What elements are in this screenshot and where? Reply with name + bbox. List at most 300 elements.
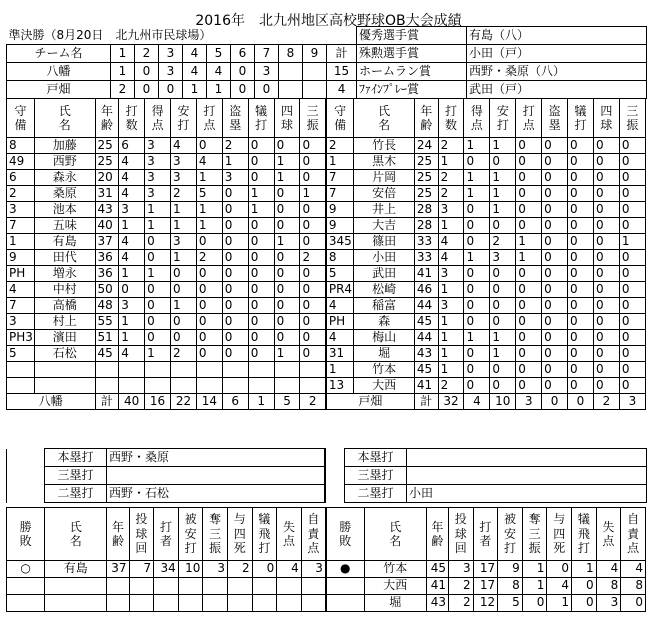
stat-cell: 0 bbox=[593, 154, 619, 170]
stat-cell: 0 bbox=[464, 314, 490, 330]
stat-cell: 0 bbox=[145, 234, 171, 250]
stat-cell: 25 bbox=[95, 154, 119, 170]
stat-cell bbox=[145, 362, 171, 378]
stat-cell: 28 bbox=[414, 218, 438, 234]
player-name: 増永 bbox=[35, 266, 95, 282]
stat-cell: 4 bbox=[119, 154, 145, 170]
stat-cell: 17 bbox=[473, 561, 498, 578]
stat-cell: 9 bbox=[7, 250, 35, 266]
stat-cell: 1 bbox=[522, 578, 547, 595]
stat-cell: 2 bbox=[438, 138, 464, 154]
player-name bbox=[35, 378, 95, 394]
stat-cell bbox=[326, 595, 364, 612]
stat-cell: 0 bbox=[516, 170, 542, 186]
stat-cell: 1 bbox=[619, 234, 645, 250]
stat-cell bbox=[178, 578, 203, 595]
stat-cell: 0 bbox=[274, 250, 300, 266]
stat-cell: 1 bbox=[490, 202, 516, 218]
total-score: 4 bbox=[327, 81, 357, 99]
stat-cell: 0 bbox=[568, 330, 594, 346]
stat-cell: 0 bbox=[516, 202, 542, 218]
stat-cell: 4 bbox=[171, 138, 197, 154]
stat-cell: 0 bbox=[572, 578, 597, 595]
stat-cell: 1 bbox=[171, 202, 197, 218]
stat-cell: 0 bbox=[196, 234, 222, 250]
stat-cell: 3 bbox=[145, 186, 171, 202]
stat-cell: 0 bbox=[300, 170, 326, 186]
stat-cell: 3 bbox=[171, 234, 197, 250]
stat-cell: 0 bbox=[542, 346, 568, 362]
stat-cell: 1 bbox=[274, 170, 300, 186]
stat-cell: 0 bbox=[568, 170, 594, 186]
stat-cell: 0 bbox=[274, 282, 300, 298]
spacer bbox=[325, 449, 345, 467]
stat-cell: 0 bbox=[542, 314, 568, 330]
stat-cell: 0 bbox=[593, 138, 619, 154]
stat-cell: 0 bbox=[593, 282, 619, 298]
total-value: 0 bbox=[542, 394, 568, 410]
batting-column-header: 犠 打 bbox=[568, 99, 594, 138]
stat-cell: 0 bbox=[464, 154, 490, 170]
stat-cell: 0 bbox=[300, 138, 326, 154]
total-value: 16 bbox=[145, 394, 171, 410]
inning-score: 0 bbox=[255, 81, 279, 99]
inning-header: 1 bbox=[111, 45, 135, 63]
stat-cell: 44 bbox=[414, 298, 438, 314]
stat-cell: 0 bbox=[300, 314, 326, 330]
player-name: 加藤 bbox=[35, 138, 95, 154]
stat-cell bbox=[7, 595, 45, 612]
stat-cell: 0 bbox=[593, 330, 619, 346]
stat-cell: 3 bbox=[145, 138, 171, 154]
total-value: 1 bbox=[248, 394, 274, 410]
stat-cell: 0 bbox=[593, 234, 619, 250]
hit-players bbox=[407, 467, 647, 485]
stat-cell bbox=[300, 378, 326, 394]
table-row bbox=[7, 314, 646, 330]
stat-cell: 1 bbox=[196, 170, 222, 186]
stat-cell bbox=[248, 362, 274, 378]
stat-cell bbox=[7, 378, 35, 394]
batting-column-header: 四 球 bbox=[593, 99, 619, 138]
batting-column-header: 安 打 bbox=[490, 99, 516, 138]
pitching-column-header: 氏 名 bbox=[45, 508, 107, 561]
player-name: 池本 bbox=[35, 202, 95, 218]
inning-header: 2 bbox=[135, 45, 159, 63]
stat-cell: 0 bbox=[542, 282, 568, 298]
total-value: 5 bbox=[274, 394, 300, 410]
stat-cell: 0 bbox=[222, 202, 248, 218]
batting-column-header: 安 打 bbox=[171, 99, 197, 138]
stat-cell: 1 bbox=[464, 330, 490, 346]
stat-cell: 0 bbox=[619, 266, 645, 282]
inning-score: 1 bbox=[111, 63, 135, 81]
line-score-row bbox=[7, 63, 647, 81]
stat-cell: 3 bbox=[171, 154, 197, 170]
stat-cell: 45 bbox=[414, 362, 438, 378]
inning-score: 0 bbox=[159, 81, 183, 99]
hit-players bbox=[407, 449, 647, 467]
hit-label: 三塁打 bbox=[345, 467, 407, 485]
stat-cell: 1 bbox=[119, 218, 145, 234]
stat-cell: 4 bbox=[438, 250, 464, 266]
hit-label: 三塁打 bbox=[45, 467, 107, 485]
stat-cell bbox=[252, 595, 277, 612]
batting-column-header: 三 振 bbox=[619, 99, 645, 138]
stat-cell: 3 bbox=[119, 298, 145, 314]
stat-cell: 0 bbox=[222, 282, 248, 298]
stat-cell: 3 bbox=[438, 266, 464, 282]
batting-column-header: 守 備 bbox=[7, 99, 35, 138]
inning-score bbox=[279, 81, 303, 99]
stat-cell: 45 bbox=[414, 314, 438, 330]
pitcher-name bbox=[45, 595, 107, 612]
player-name: 村上 bbox=[35, 314, 95, 330]
hit-label: 本塁打 bbox=[45, 449, 107, 467]
stat-cell: 0 bbox=[196, 346, 222, 362]
table-row bbox=[7, 218, 646, 234]
stat-cell: 0 bbox=[619, 170, 645, 186]
pitching-column-header: 投 球 回 bbox=[448, 508, 473, 561]
stat-cell: 0 bbox=[490, 282, 516, 298]
stat-cell: 0 bbox=[516, 330, 542, 346]
stat-cell: 3 bbox=[7, 202, 35, 218]
stat-cell: 1 bbox=[145, 266, 171, 282]
stat-cell: 0 bbox=[274, 218, 300, 234]
stat-cell: 1 bbox=[326, 154, 354, 170]
stat-cell: 0 bbox=[619, 298, 645, 314]
player-name bbox=[35, 362, 95, 378]
stat-cell: 0 bbox=[274, 138, 300, 154]
stat-cell: 0 bbox=[516, 298, 542, 314]
stat-cell: 0 bbox=[522, 595, 547, 612]
stat-cell: 1 bbox=[516, 250, 542, 266]
stat-cell: 0 bbox=[619, 202, 645, 218]
stat-cell: 0 bbox=[572, 595, 597, 612]
stat-cell bbox=[203, 578, 228, 595]
stat-cell: 1 bbox=[438, 362, 464, 378]
stat-cell: 1 bbox=[248, 186, 274, 202]
stat-cell: 0 bbox=[248, 346, 274, 362]
stat-cell: 0 bbox=[568, 250, 594, 266]
stat-cell: 0 bbox=[222, 234, 248, 250]
inning-header: 7 bbox=[255, 45, 279, 63]
table-row bbox=[7, 330, 646, 346]
table-row bbox=[7, 170, 646, 186]
stat-cell: 0 bbox=[145, 250, 171, 266]
stat-cell: 0 bbox=[300, 330, 326, 346]
pitching-column-header: 年 齢 bbox=[426, 508, 448, 561]
stat-cell: 25 bbox=[414, 170, 438, 186]
stat-cell: 4 bbox=[119, 346, 145, 362]
pitching-column-header: 投 球 回 bbox=[129, 508, 154, 561]
stat-cell: 0 bbox=[248, 218, 274, 234]
stat-cell: 0 bbox=[516, 346, 542, 362]
stat-cell: 0 bbox=[300, 346, 326, 362]
stat-cell: PH3 bbox=[7, 330, 35, 346]
stat-cell: 1 bbox=[119, 330, 145, 346]
player-name: 井上 bbox=[354, 202, 414, 218]
stat-cell: 0 bbox=[300, 298, 326, 314]
line-score-row bbox=[7, 81, 647, 99]
award-label: 殊勲選手賞 bbox=[357, 45, 467, 63]
stat-cell: 9 bbox=[326, 218, 354, 234]
stat-cell: 1 bbox=[490, 186, 516, 202]
stat-cell: 0 bbox=[568, 362, 594, 378]
player-name: 有島 bbox=[35, 234, 95, 250]
stat-cell: 0 bbox=[542, 202, 568, 218]
stat-cell: 0 bbox=[196, 266, 222, 282]
stat-cell: 0 bbox=[619, 314, 645, 330]
stat-cell: 0 bbox=[568, 154, 594, 170]
stat-cell bbox=[95, 378, 119, 394]
stat-cell: 0 bbox=[145, 314, 171, 330]
batting-column-header: 盗 塁 bbox=[542, 99, 568, 138]
stat-cell: 3 bbox=[438, 202, 464, 218]
stat-cell: 0 bbox=[490, 266, 516, 282]
stat-cell: 0 bbox=[542, 218, 568, 234]
spacer bbox=[7, 449, 45, 467]
stat-cell: 2 bbox=[171, 346, 197, 362]
stat-cell: 0 bbox=[222, 186, 248, 202]
player-name: 大西 bbox=[354, 378, 414, 394]
stat-cell: 0 bbox=[300, 202, 326, 218]
inning-score: 0 bbox=[231, 63, 255, 81]
stat-cell: 13 bbox=[326, 378, 354, 394]
stat-cell: 3 bbox=[171, 170, 197, 186]
stat-cell: PR4 bbox=[326, 282, 354, 298]
inning-score: 2 bbox=[111, 81, 135, 99]
stat-cell: 0 bbox=[464, 218, 490, 234]
batting-column-header: 打 数 bbox=[119, 99, 145, 138]
stat-cell: 3 bbox=[203, 561, 228, 578]
stat-cell bbox=[274, 378, 300, 394]
award-label: 優秀選手賞 bbox=[357, 27, 467, 45]
stat-cell: 0 bbox=[619, 138, 645, 154]
stat-cell: 2 bbox=[448, 578, 473, 595]
pitching-column-header: 被 安 打 bbox=[178, 508, 203, 561]
stat-cell: 0 bbox=[568, 266, 594, 282]
stat-cell: 43 bbox=[426, 595, 448, 612]
stat-cell bbox=[107, 578, 129, 595]
stat-cell: 1 bbox=[119, 266, 145, 282]
stat-cell bbox=[119, 378, 145, 394]
stat-cell bbox=[227, 578, 252, 595]
stat-cell: 45 bbox=[95, 346, 119, 362]
stat-cell: 2 bbox=[438, 378, 464, 394]
stat-cell: 5 bbox=[498, 595, 523, 612]
stat-cell bbox=[252, 578, 277, 595]
pitching-column-header: 打 者 bbox=[154, 508, 179, 561]
stat-cell bbox=[129, 578, 154, 595]
stat-cell: 0 bbox=[568, 218, 594, 234]
stat-cell: 0 bbox=[542, 362, 568, 378]
stat-cell: 0 bbox=[145, 298, 171, 314]
table-row bbox=[7, 234, 646, 250]
player-name: 松崎 bbox=[354, 282, 414, 298]
stat-cell: 0 bbox=[222, 218, 248, 234]
stat-cell: 0 bbox=[516, 314, 542, 330]
pitching-header-row bbox=[7, 508, 646, 561]
stat-cell: 1 bbox=[7, 234, 35, 250]
pitching-column-header: 自 責 点 bbox=[621, 508, 646, 561]
stat-cell: 0 bbox=[542, 154, 568, 170]
stat-cell: 0 bbox=[619, 330, 645, 346]
stat-cell: 0 bbox=[145, 282, 171, 298]
stat-cell bbox=[326, 578, 364, 595]
stat-cell: 48 bbox=[95, 298, 119, 314]
stat-cell: 5 bbox=[326, 266, 354, 282]
hit-row bbox=[7, 467, 647, 485]
player-name: 西野 bbox=[35, 154, 95, 170]
player-name: 堀 bbox=[354, 346, 414, 362]
stat-cell: 0 bbox=[248, 282, 274, 298]
stat-cell: 50 bbox=[95, 282, 119, 298]
stat-cell: 2 bbox=[300, 250, 326, 266]
stat-cell: 0 bbox=[593, 346, 619, 362]
stat-cell: 7 bbox=[7, 218, 35, 234]
table-row bbox=[7, 138, 646, 154]
stat-cell: 0 bbox=[464, 202, 490, 218]
stat-cell: 1 bbox=[274, 346, 300, 362]
stat-cell bbox=[222, 378, 248, 394]
inning-score: 4 bbox=[183, 63, 207, 81]
stat-cell: 0 bbox=[568, 314, 594, 330]
table-row bbox=[7, 266, 646, 282]
stat-cell bbox=[196, 378, 222, 394]
stat-cell: PH bbox=[7, 266, 35, 282]
table-row bbox=[7, 346, 646, 362]
stat-cell: 0 bbox=[196, 330, 222, 346]
stat-cell: 1 bbox=[516, 234, 542, 250]
pitching-column-header: 失 点 bbox=[277, 508, 302, 561]
stat-cell: 0 bbox=[300, 266, 326, 282]
player-name: 森永 bbox=[35, 170, 95, 186]
stat-cell bbox=[129, 595, 154, 612]
stat-cell bbox=[300, 362, 326, 378]
stat-cell: 1 bbox=[145, 218, 171, 234]
batting-column-header: 打 数 bbox=[438, 99, 464, 138]
line-score-table bbox=[6, 26, 647, 99]
stat-cell: 2 bbox=[490, 234, 516, 250]
stat-cell bbox=[277, 595, 302, 612]
stat-cell: 1 bbox=[196, 202, 222, 218]
stat-cell: 0 bbox=[248, 250, 274, 266]
inning-header: 9 bbox=[303, 45, 327, 63]
stat-cell: 3 bbox=[119, 202, 145, 218]
award-value: 小田（戸） bbox=[467, 45, 647, 63]
stat-cell: 0 bbox=[593, 202, 619, 218]
stat-cell bbox=[119, 362, 145, 378]
inning-score bbox=[303, 63, 327, 81]
stat-cell: 7 bbox=[129, 561, 154, 578]
stat-cell: 44 bbox=[414, 330, 438, 346]
total-value: 4 bbox=[464, 394, 490, 410]
stat-cell bbox=[301, 578, 326, 595]
stat-cell: 1 bbox=[438, 218, 464, 234]
stat-cell: 0 bbox=[464, 282, 490, 298]
stat-cell: 0 bbox=[171, 330, 197, 346]
hit-players: 西野・桑原 bbox=[107, 449, 325, 467]
page-title: 2016年 北九州地区高校野球OB大会成績 bbox=[195, 13, 462, 29]
stat-cell: 3 bbox=[448, 561, 473, 578]
player-name: 小田 bbox=[354, 250, 414, 266]
stat-cell: 0 bbox=[619, 362, 645, 378]
stat-cell: 1 bbox=[274, 234, 300, 250]
stat-cell bbox=[145, 378, 171, 394]
batting-column-header: 守 備 bbox=[326, 99, 354, 138]
stat-cell: 36 bbox=[95, 266, 119, 282]
stat-cell: 0 bbox=[248, 298, 274, 314]
stat-cell: 41 bbox=[426, 578, 448, 595]
stat-cell: 8 bbox=[596, 578, 621, 595]
stat-cell: 1 bbox=[464, 250, 490, 266]
stat-cell: 2 bbox=[438, 186, 464, 202]
batting-column-header: 盗 塁 bbox=[222, 99, 248, 138]
player-name: 安倍 bbox=[354, 186, 414, 202]
stat-cell: 0 bbox=[300, 154, 326, 170]
stat-cell bbox=[154, 578, 179, 595]
stat-cell: 1 bbox=[438, 314, 464, 330]
spacer bbox=[7, 485, 45, 503]
stat-cell: 3 bbox=[145, 170, 171, 186]
stat-cell: 0 bbox=[248, 154, 274, 170]
stat-cell: 0 bbox=[619, 186, 645, 202]
stat-cell: 0 bbox=[568, 234, 594, 250]
stat-cell: 0 bbox=[145, 330, 171, 346]
stat-cell: 4 bbox=[196, 154, 222, 170]
player-name: 石松 bbox=[35, 346, 95, 362]
stat-cell: 0 bbox=[568, 298, 594, 314]
player-name: 稲富 bbox=[354, 298, 414, 314]
inning-header: 4 bbox=[183, 45, 207, 63]
stat-cell: 1 bbox=[547, 595, 572, 612]
batting-column-header: 氏 名 bbox=[354, 99, 414, 138]
stat-cell: 0 bbox=[464, 266, 490, 282]
stat-cell: 1 bbox=[490, 346, 516, 362]
stat-cell: 4 bbox=[119, 234, 145, 250]
stat-cell: 1 bbox=[464, 138, 490, 154]
inning-header: 8 bbox=[279, 45, 303, 63]
stat-cell: 3 bbox=[145, 154, 171, 170]
stat-cell: 0 bbox=[196, 298, 222, 314]
stat-cell: 0 bbox=[222, 298, 248, 314]
stat-cell: 4 bbox=[119, 186, 145, 202]
stat-cell bbox=[171, 362, 197, 378]
stat-cell: 37 bbox=[95, 234, 119, 250]
hit-row bbox=[7, 485, 647, 503]
hit-label: 二塁打 bbox=[45, 485, 107, 503]
stat-cell: 4 bbox=[596, 561, 621, 578]
stat-cell: 0 bbox=[542, 378, 568, 394]
batting-column-header: 得 点 bbox=[145, 99, 171, 138]
batting-column-header: 打 点 bbox=[516, 99, 542, 138]
stat-cell: 0 bbox=[516, 138, 542, 154]
stat-cell: 4 bbox=[7, 282, 35, 298]
player-name: 濱田 bbox=[35, 330, 95, 346]
batting-header-row bbox=[7, 99, 646, 138]
stat-cell: 8 bbox=[498, 578, 523, 595]
stat-cell: 25 bbox=[414, 186, 438, 202]
stat-cell: 1 bbox=[438, 346, 464, 362]
stat-cell: 0 bbox=[542, 138, 568, 154]
stat-cell bbox=[95, 362, 119, 378]
pitching-column-header: 犠 飛 打 bbox=[252, 508, 277, 561]
stat-cell: 25 bbox=[414, 154, 438, 170]
stat-cell: 0 bbox=[119, 282, 145, 298]
stat-cell: 0 bbox=[464, 298, 490, 314]
pitching-column-header: 与 四 死 bbox=[547, 508, 572, 561]
